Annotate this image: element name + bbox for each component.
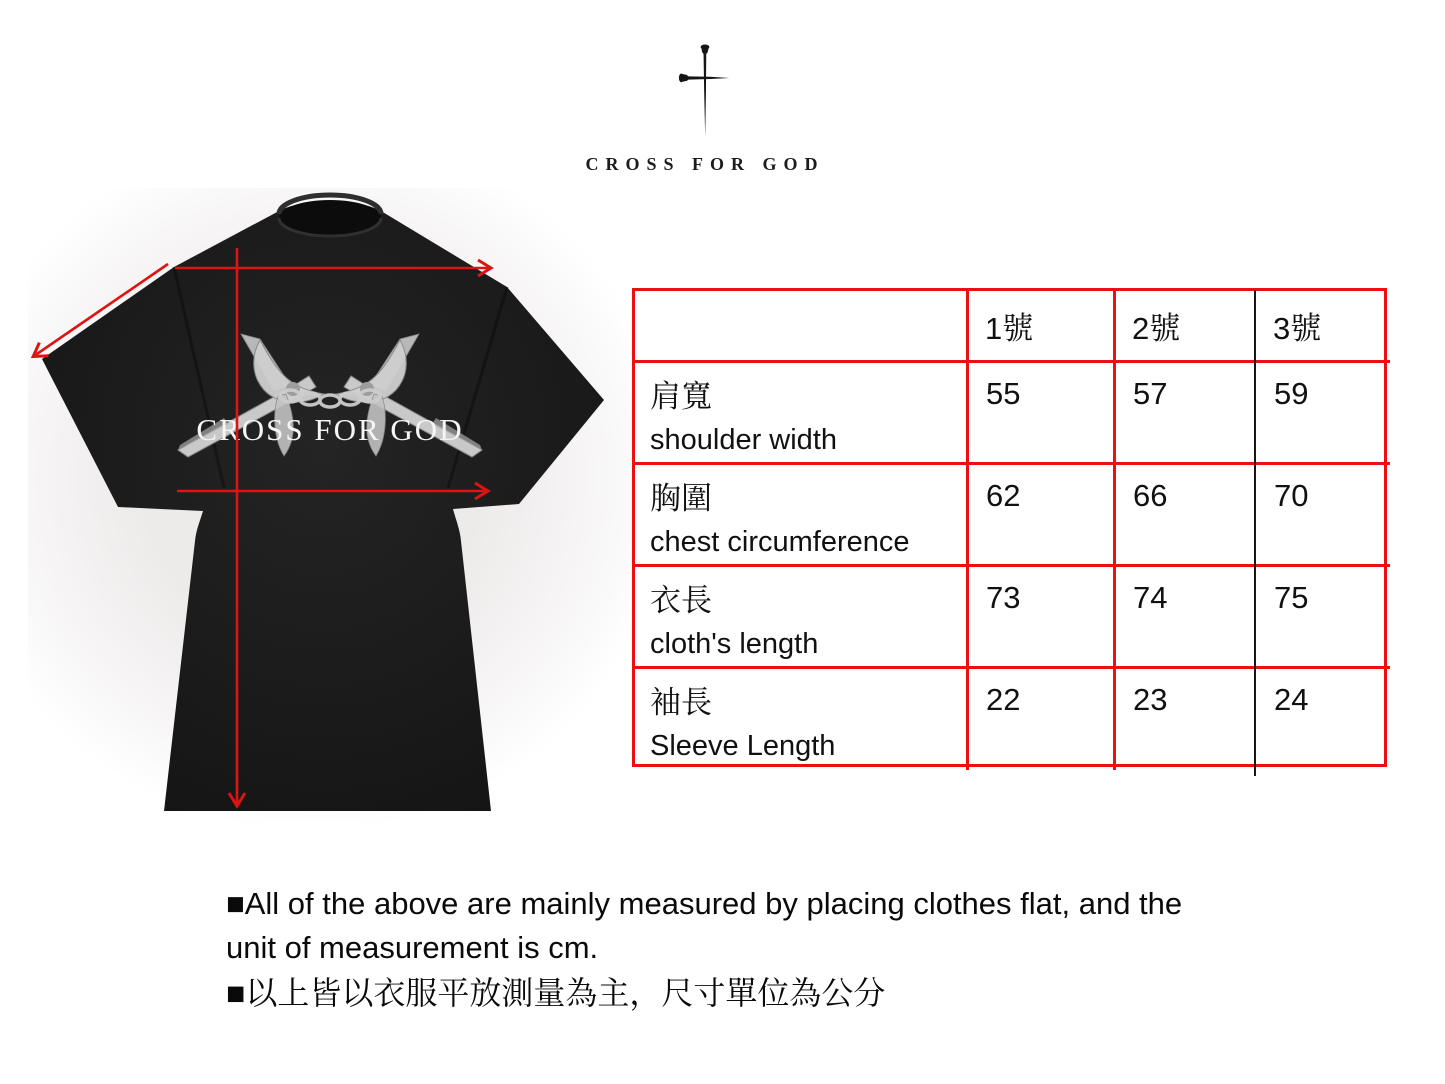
row-label-zh: 肩寬: [650, 379, 712, 414]
value-cell: 23: [1133, 682, 1168, 717]
value-cell: 74: [1116, 567, 1257, 669]
size-table: [632, 288, 1387, 767]
size-table-corner-cell: [635, 291, 969, 363]
header-cell-size-1: 1號: [969, 291, 1116, 363]
tshirt-shape: [42, 195, 604, 811]
row-label-en: cloth's length: [650, 628, 819, 660]
row-label-en: Sleeve Length: [650, 730, 836, 762]
row-label-zh: 袖長: [650, 685, 712, 720]
row-label-sleeve-length: [635, 669, 969, 770]
row-label-zh: 胸圍: [650, 481, 712, 516]
shirt-print-text: CROSS FOR GOD: [196, 412, 464, 447]
value-cell: 62: [969, 465, 1116, 567]
row-label-cloth-length: [635, 567, 969, 669]
value-cell: 70: [1257, 465, 1390, 567]
brand-name: CROSS FOR GOD: [585, 154, 825, 174]
value-cell: 66: [1116, 465, 1257, 567]
note-line-en-1: ■All of the above are mainly measured by placing clothes flat, and the: [226, 886, 1183, 921]
row-label-shoulder-width: [635, 363, 969, 465]
note-line-en-2: unit of measurement is cm.: [226, 930, 599, 965]
row-label-zh: 衣長: [650, 583, 712, 618]
header-cell-size-2: 2號: [1116, 291, 1257, 363]
measurement-notes: [226, 882, 1316, 1016]
header-cell-size-3: 3號: [1257, 291, 1390, 363]
value-cell: 24: [1274, 682, 1309, 717]
value-cell: 55: [969, 363, 1116, 465]
value-cell: 57: [1116, 363, 1257, 465]
product-photo: [28, 188, 632, 822]
row-label-chest-circumference: [635, 465, 969, 567]
table-black-divider: [1254, 290, 1256, 776]
value-cell: 75: [1257, 567, 1390, 669]
row-label-en: chest circumference: [650, 526, 910, 558]
note-line-zh: ■以上皆以衣服平放測量為主，尺寸單位為公分: [226, 975, 886, 1011]
nail-cross-icon: [666, 42, 744, 146]
brand-logo: [555, 42, 855, 175]
value-cell: 73: [969, 567, 1116, 669]
value-cell: 59: [1257, 363, 1390, 465]
row-label-en: shoulder width: [650, 424, 837, 456]
tshirt-graphic: [28, 188, 632, 822]
value-cell: 22: [969, 669, 1116, 770]
